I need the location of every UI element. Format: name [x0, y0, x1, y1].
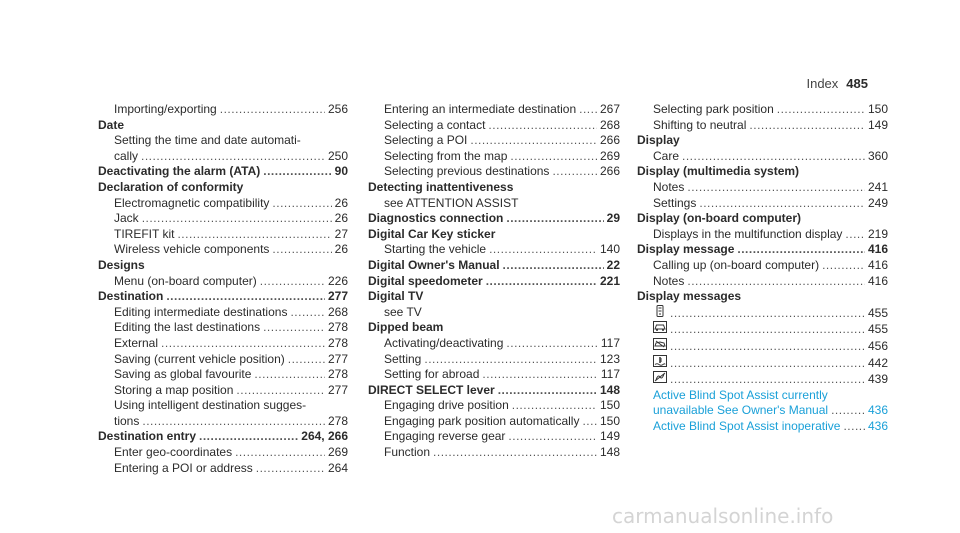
leader-dots — [831, 403, 865, 419]
index-heading: Digital TV — [368, 289, 424, 304]
page-reference: 123 — [599, 351, 620, 366]
page-header — [806, 76, 868, 91]
page-reference: 150 — [599, 413, 620, 428]
leader-dots — [166, 289, 325, 305]
index-column-1 — [98, 102, 348, 476]
index-subentry — [98, 305, 348, 321]
index-subentry — [368, 414, 620, 430]
page-reference: 269 — [599, 148, 620, 163]
page-reference: 277 — [327, 289, 348, 304]
page-reference: 456 — [867, 338, 888, 353]
entry-label: Selecting a contact — [384, 117, 486, 132]
index-subentry-text: see TV — [384, 304, 422, 319]
index-subentry — [368, 102, 620, 118]
index-subentry — [368, 118, 620, 134]
leader-dots — [489, 242, 597, 258]
page-number: 485 — [846, 76, 868, 91]
index-subentry — [637, 305, 888, 322]
index-subentry — [368, 352, 620, 368]
index-column-2 — [368, 102, 620, 461]
leader-dots — [220, 102, 325, 118]
page-reference: 150 — [867, 102, 888, 116]
entry-label: Digital Owner's Manual — [368, 257, 500, 272]
entry-label: Display message — [637, 242, 735, 257]
entry-label: External — [114, 335, 159, 350]
page-reference: 268 — [599, 117, 620, 132]
page-reference: 277 — [327, 351, 348, 366]
index-subentry — [98, 367, 348, 383]
page-reference: 22 — [606, 257, 620, 272]
index-subentry — [98, 274, 348, 290]
index-heading-entry — [368, 258, 620, 274]
index-subentry — [368, 429, 620, 445]
leader-dots — [503, 258, 604, 274]
leader-dots — [260, 274, 325, 290]
page-reference: 27 — [334, 226, 348, 241]
car-front-icon — [653, 321, 667, 333]
page-reference: 241 — [867, 179, 888, 194]
entry-label: Selecting a POI — [384, 133, 468, 148]
entry-label: Notes — [653, 273, 685, 288]
index-subentry — [637, 118, 888, 134]
page-reference: 148 — [599, 445, 620, 460]
entry-label: Digital speedometer — [368, 273, 483, 288]
leader-dots — [290, 305, 325, 321]
leader-dots — [506, 336, 597, 352]
index-subentry — [98, 445, 348, 461]
entry-label: tions — [114, 413, 140, 428]
leader-dots — [737, 242, 865, 258]
entry-label: Selecting park position — [653, 102, 774, 116]
index-subentry — [98, 336, 348, 352]
car-side-icon — [653, 338, 667, 350]
index-subentry — [368, 149, 620, 165]
page-reference: 278 — [327, 367, 348, 382]
index-subentry — [637, 180, 888, 196]
index-subentry — [368, 242, 620, 258]
leader-dots — [506, 211, 603, 227]
entry-label: Setting — [384, 351, 422, 366]
index-heading-entry — [98, 164, 348, 180]
page-reference: 416 — [867, 257, 888, 272]
leader-dots — [486, 274, 597, 290]
page-reference: 267 — [599, 102, 620, 116]
page-reference: 264 — [327, 460, 348, 475]
entry-label: Importing/exporting — [114, 102, 217, 116]
page-reference: 455 — [867, 322, 888, 337]
leader-dots — [142, 414, 325, 430]
page-reference: 416 — [867, 242, 888, 257]
section-title: Index — [806, 76, 839, 91]
esp-off-icon — [653, 371, 667, 383]
page-reference: 269 — [327, 445, 348, 460]
leader-dots — [510, 149, 597, 165]
leader-dots — [682, 149, 865, 165]
page-reference: 149 — [867, 117, 888, 132]
index-subentry — [637, 102, 888, 118]
index-subentry — [368, 164, 620, 180]
leader-dots — [254, 367, 325, 383]
page-reference: 266 — [599, 164, 620, 179]
index-heading-entry — [98, 289, 348, 305]
page-reference: 442 — [867, 355, 888, 370]
leader-dots — [288, 352, 325, 368]
page-reference: 117 — [600, 335, 620, 350]
leader-dots — [749, 118, 865, 134]
entry-label: Entering an intermediate destination — [384, 102, 577, 116]
page-reference: 268 — [327, 304, 348, 319]
index-heading: Display — [637, 133, 680, 148]
index-link-entry[interactable] — [637, 419, 888, 435]
entry-label: Engaging reverse gear — [384, 429, 506, 444]
page-reference: 149 — [599, 429, 620, 444]
entry-label: Selecting from the map — [384, 148, 508, 163]
index-heading: Designs — [98, 257, 145, 272]
leader-dots — [488, 118, 597, 134]
index-subentry-text: Setting the time and date automati- — [114, 133, 301, 148]
index-heading-entry — [368, 211, 620, 227]
index-subentry — [637, 355, 888, 372]
index-subentry — [98, 461, 348, 477]
leader-dots — [235, 445, 325, 461]
index-subentry — [98, 242, 348, 258]
leader-dots — [687, 274, 865, 290]
entry-label: Engaging park position automatically — [384, 413, 580, 428]
fuel-filter-icon — [653, 305, 667, 317]
leader-dots — [670, 356, 865, 372]
index-subentry — [637, 196, 888, 212]
leader-dots — [777, 102, 865, 118]
leader-dots — [579, 102, 597, 118]
index-subentry — [637, 227, 888, 243]
entry-label: Destination — [98, 289, 164, 304]
entry-label: Electromagnetic compatibility — [114, 195, 270, 210]
index-subentry-text: see ATTENTION ASSIST — [384, 195, 519, 210]
page-reference: 148 — [599, 382, 620, 397]
entry-label: Notes — [653, 179, 685, 194]
leader-dots — [236, 383, 325, 399]
entry-label: Engaging drive position — [384, 398, 509, 413]
leader-dots — [161, 336, 325, 352]
leader-dots — [272, 196, 331, 212]
page-reference: 250 — [327, 148, 348, 163]
index-heading-entry — [637, 242, 888, 258]
page-reference: 455 — [867, 305, 888, 320]
index-subentry — [98, 196, 348, 212]
entry-label: Enter geo-coordinates — [114, 445, 233, 460]
entry-label: Starting the vehicle — [384, 242, 487, 257]
entry-label: Calling up (on-board computer) — [653, 257, 820, 272]
index-subentry — [98, 320, 348, 336]
entry-label: Deactivating the alarm (ATA) — [98, 164, 261, 179]
index-subentry — [637, 371, 888, 388]
leader-dots — [142, 211, 332, 227]
leader-dots — [670, 322, 865, 338]
entry-label: Function — [384, 445, 431, 460]
leader-dots — [470, 133, 597, 149]
page-reference: 26 — [334, 195, 348, 210]
watermark: carmanualsonline.info — [612, 504, 834, 528]
page-reference: 219 — [867, 226, 888, 241]
entry-label: Saving as global favourite — [114, 367, 252, 382]
index-subentry — [98, 149, 348, 165]
entry-label: Selecting previous destinations — [384, 164, 550, 179]
index-subentry — [98, 227, 348, 243]
leader-dots — [670, 339, 865, 355]
entry-label: DIRECT SELECT lever — [368, 382, 495, 397]
index-subentry — [637, 258, 888, 274]
page-reference: 226 — [327, 273, 348, 288]
entry-label: Menu (on-board computer) — [114, 273, 257, 288]
index-heading: Dipped beam — [368, 320, 444, 335]
entry-label: Destination entry — [98, 429, 197, 444]
page-reference: 436 — [867, 418, 888, 433]
leader-dots — [670, 306, 865, 322]
leader-dots — [845, 227, 865, 243]
index-subentry — [368, 367, 620, 383]
entry-label: Entering a POI or address — [114, 460, 253, 475]
entry-label: Setting for abroad — [384, 367, 480, 382]
entry-label: Care — [653, 148, 680, 163]
leader-dots — [199, 429, 298, 445]
leader-dots — [687, 180, 865, 196]
index-subentry — [98, 352, 348, 368]
coolant-temperature-icon — [653, 355, 667, 367]
page-reference: 416 — [867, 273, 888, 288]
page-reference: 436 — [867, 403, 888, 418]
leader-dots — [822, 258, 865, 274]
index-subentry — [637, 321, 888, 338]
entry-label: Diagnostics connection — [368, 211, 504, 226]
leader-dots — [552, 164, 597, 180]
entry-label[interactable]: Active Blind Spot Assist inoperative — [653, 418, 841, 433]
page-reference: 277 — [327, 382, 348, 397]
entry-label: Displays in the multifunction display — [653, 226, 843, 241]
entry-label: Wireless vehicle components — [114, 242, 270, 257]
index-subentry — [98, 211, 348, 227]
entry-label: Storing a map position — [114, 382, 234, 397]
index-subentry — [368, 445, 620, 461]
index-subentry — [637, 149, 888, 165]
page-reference: 117 — [600, 367, 620, 382]
index-link-entry[interactable] — [637, 403, 888, 419]
leader-dots — [256, 461, 325, 477]
leader-dots — [512, 398, 597, 414]
leader-dots — [433, 445, 597, 461]
page-reference: 278 — [327, 413, 348, 428]
index-heading: Detecting inattentiveness — [368, 179, 514, 194]
index-column-3 — [637, 102, 888, 434]
index-subentry — [637, 338, 888, 355]
leader-dots — [508, 429, 597, 445]
page-reference: 278 — [327, 335, 348, 350]
index-subentry — [98, 383, 348, 399]
entry-label[interactable]: unavailable See Owner's Manual — [653, 403, 829, 418]
page-reference: 278 — [327, 320, 348, 335]
leader-dots — [272, 242, 331, 258]
leader-dots — [699, 196, 865, 212]
page-reference: 26 — [334, 211, 348, 226]
page-reference: 249 — [867, 195, 888, 210]
leader-dots — [263, 164, 331, 180]
entry-label: Editing intermediate destinations — [114, 304, 288, 319]
page-reference: 264, 266 — [301, 429, 348, 444]
entry-label: cally — [114, 148, 139, 163]
index-heading: Display (on-board computer) — [637, 211, 802, 226]
entry-label: Jack — [114, 211, 139, 226]
index-subentry — [368, 133, 620, 149]
leader-dots — [482, 367, 597, 383]
page-reference: 256 — [327, 102, 348, 116]
index-heading-entry — [98, 429, 348, 445]
leader-dots — [424, 352, 597, 368]
leader-dots — [843, 419, 865, 435]
index-subentry — [368, 398, 620, 414]
index-subentry — [637, 274, 888, 290]
index-heading: Display messages — [637, 289, 742, 304]
page-reference: 150 — [599, 398, 620, 413]
leader-dots — [263, 320, 325, 336]
index-heading: Digital Car Key sticker — [368, 226, 496, 241]
index-subentry — [98, 414, 348, 430]
index-subentry — [98, 102, 348, 118]
leader-dots — [582, 414, 597, 430]
index-heading: Display (multimedia system) — [637, 164, 800, 179]
entry-label: TIREFIT kit — [114, 226, 175, 241]
page-reference: 439 — [867, 372, 888, 387]
page-reference: 29 — [606, 211, 620, 226]
page-reference: 26 — [334, 242, 348, 257]
entry-label: Editing the last destinations — [114, 320, 261, 335]
leader-dots — [177, 227, 331, 243]
entry-label: Activating/deactivating — [384, 335, 504, 350]
index-subentry — [368, 336, 620, 352]
entry-label: Settings — [653, 195, 697, 210]
page-reference: 266 — [599, 133, 620, 148]
page-reference: 90 — [334, 164, 348, 179]
index-subentry-text: Using intelligent destination sugges- — [114, 398, 307, 413]
page-reference: 360 — [867, 148, 888, 163]
entry-label: Saving (current vehicle position) — [114, 351, 285, 366]
leader-dots — [670, 372, 865, 388]
leader-dots — [498, 383, 597, 399]
page-reference: 140 — [599, 242, 620, 257]
index-heading-entry — [368, 383, 620, 399]
index-heading: Declaration of conformity — [98, 179, 244, 194]
entry-label: Shifting to neutral — [653, 117, 747, 132]
index-heading-entry — [368, 274, 620, 290]
page-reference: 221 — [599, 273, 620, 288]
leader-dots — [141, 149, 325, 165]
index-heading: Date — [98, 117, 125, 132]
index-link-text[interactable]: Active Blind Spot Assist currently — [653, 387, 828, 402]
